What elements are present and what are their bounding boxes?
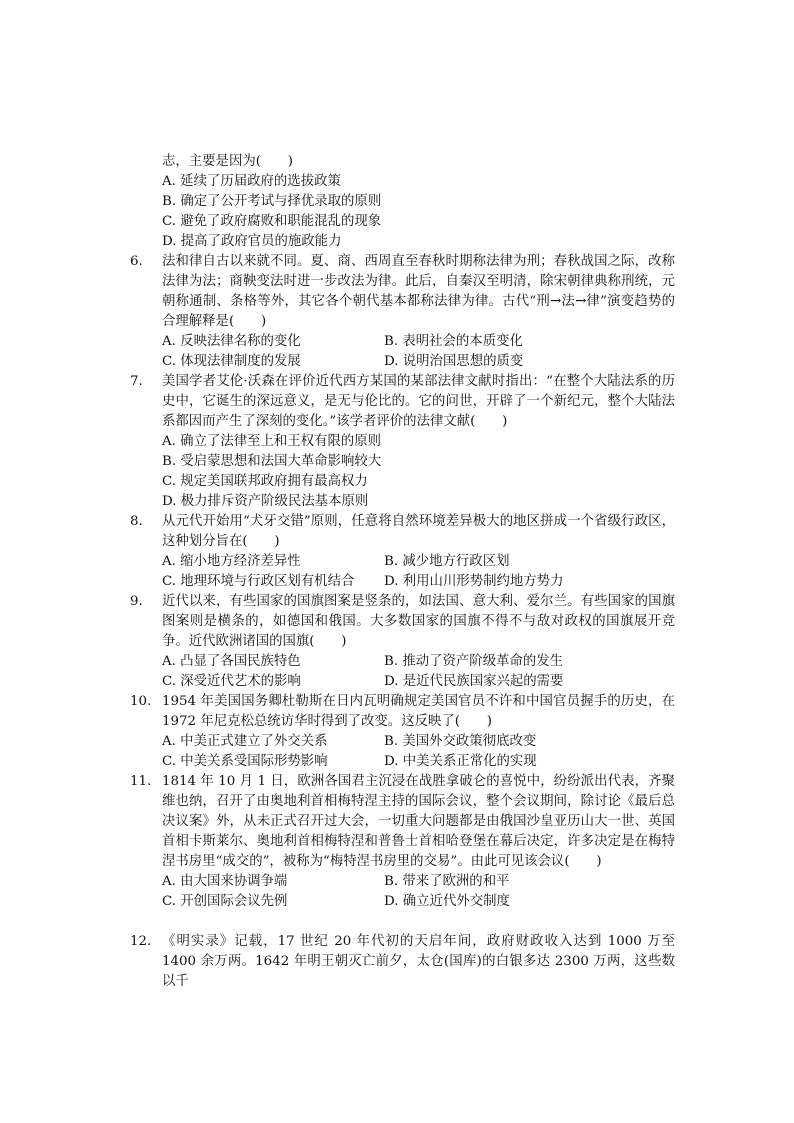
option-d: D. 提高了政府官员的施政能力 [162,234,342,249]
option-a: A. 延续了历届政府的选拔政策 [162,174,341,189]
options-grid [162,732,675,772]
question-10 [130,692,675,772]
options-grid [162,872,675,912]
question-number: 12. [130,934,152,949]
question-stem: 1954 年美国国务卿杜勒斯在日内瓦明确规定美国官员不许和中国官员握手的历史，在 1972 年尼克松总统访华时得到了改变。这反映了( ) [162,694,675,729]
option-c: C. 避免了政府腐败和职能混乱的现象 [162,214,382,229]
question-stem: 近代以来，有些国家的国旗图案是竖条的，如法国、意大利、爱尔兰。有些国家的国旗图案则是横条的，如德国和俄国。大多数国家的国旗不得不与敌对政权的国旗展开竞争。近代欧洲诸国的国旗( ) [162,594,675,649]
question-number: 8. [130,514,143,529]
option-a: A. 确立了法律至上和王权有限的原则 [162,434,382,449]
option-b: B. 推动了资产阶级革命的发生 [384,654,564,669]
question-stem: 从元代开始用“犬牙交错”原则，任意将自然环境差异极大的地区拼成一个省级行政区，这种划分旨在( ) [162,514,675,549]
options-grid [162,332,675,372]
option-a: A. 中美正式建立了外交关系 [162,734,328,749]
option-d: D. 说明治国思想的质变 [384,354,524,369]
option-a: A. 反映法律名称的变化 [162,334,301,349]
option-b: B. 确定了公开考试与择优录取的原则 [162,194,382,209]
option-d: D. 中美关系正常化的实现 [384,754,537,769]
question-stem: 美国学者艾伦·沃森在评价近代西方某国的某部法律文献时指出：“在整个大陆法系的历史中，它诞生的深远意义，是无与伦比的。它的问世，开辟了一个新纪元，整个大陆法系都因而产生了深刻的变化。”该学者评价的法律文献( ) [162,374,675,429]
option-c: C. 中美关系受国际形势影响 [162,754,328,769]
option-d: D. 极力排斥资产阶级民法基本原则 [162,494,369,509]
question-stem: 法和律自古以来就不同。夏、商、西周直至春秋时期称法律为刑；春秋战国之际，改称法律为法；商鞅变法时进一步改法为律。此后，自秦汉至明清，除宋朝律典称刑统，元朝称通制、条格等外，其它各个朝代基本都称法律为律。古代“刑→法→律”演变趋势的合理解释是( ) [162,254,675,329]
option-c: C. 体现法律制度的发展 [162,354,301,369]
question-11 [130,772,675,912]
question-stem: 《明实录》记载，17 世纪 20 年代初的天启年间，政府财政收入达到 1000 万至 1400 余万两。1642 年明王朝灭亡前夕，太仓(国库)的白银多达 2300 万两，这些数以千 [162,934,675,989]
option-c: C. 深受近代艺术的影响 [162,674,301,689]
option-c: C. 地理环境与行政区划有机结合 [162,574,355,589]
question-number: 11. [130,774,152,789]
option-c: C. 开创国际会议先例 [162,894,288,909]
question-number: 9. [130,594,143,609]
question-number: 6. [130,254,143,269]
question-12 [130,932,675,992]
question-8 [130,512,675,592]
question-stem: 志，主要是因为( ) [162,154,293,169]
option-b: B. 表明社会的本质变化 [384,334,523,349]
question-stem: 1814 年 10 月 1 日，欧洲各国君主沉浸在战胜拿破仑的喜悦中，纷纷派出代表，齐聚维也纳，召开了由奥地利首相梅特涅主持的国际会议，整个会议期间，除讨论《最后总决议案》外，从未正式召开过大会，一切重大问题都是由俄国沙皇亚历山大一世、英国首相卡斯莱尔、奥地利首相梅特涅和普鲁士首相哈登堡在幕后决定，许多决定是在梅特涅书房里“成交的”，被称为“梅特涅书房里的交易”。由此可见该会议( ) [162,774,675,869]
options-grid [162,552,675,592]
options-grid [162,652,675,692]
option-a: A. 缩小地方经济差异性 [162,554,301,569]
option-b: B. 美国外交政策彻底改变 [384,734,537,749]
question-9 [130,592,675,692]
question-6 [130,252,675,372]
option-a: A. 凸显了各国民族特色 [162,654,301,669]
question-7 [130,372,675,512]
options-list [162,432,675,512]
question-5-continuation [162,152,672,252]
option-d: D. 是近代民族国家兴起的需要 [384,674,564,689]
option-a: A. 由大国来协调争端 [162,874,288,889]
question-number: 10. [130,694,152,709]
option-d: D. 确立近代外交制度 [384,894,510,909]
option-d: D. 利用山川形势制约地方势力 [384,574,564,589]
option-b: B. 受启蒙思想和法国大革命影响较大 [162,454,382,469]
option-b: B. 带来了欧洲的和平 [384,874,510,889]
question-number: 7. [130,374,143,389]
option-c: C. 规定美国联邦政府拥有最高权力 [162,474,368,489]
option-b: B. 减少地方行政区划 [384,554,510,569]
